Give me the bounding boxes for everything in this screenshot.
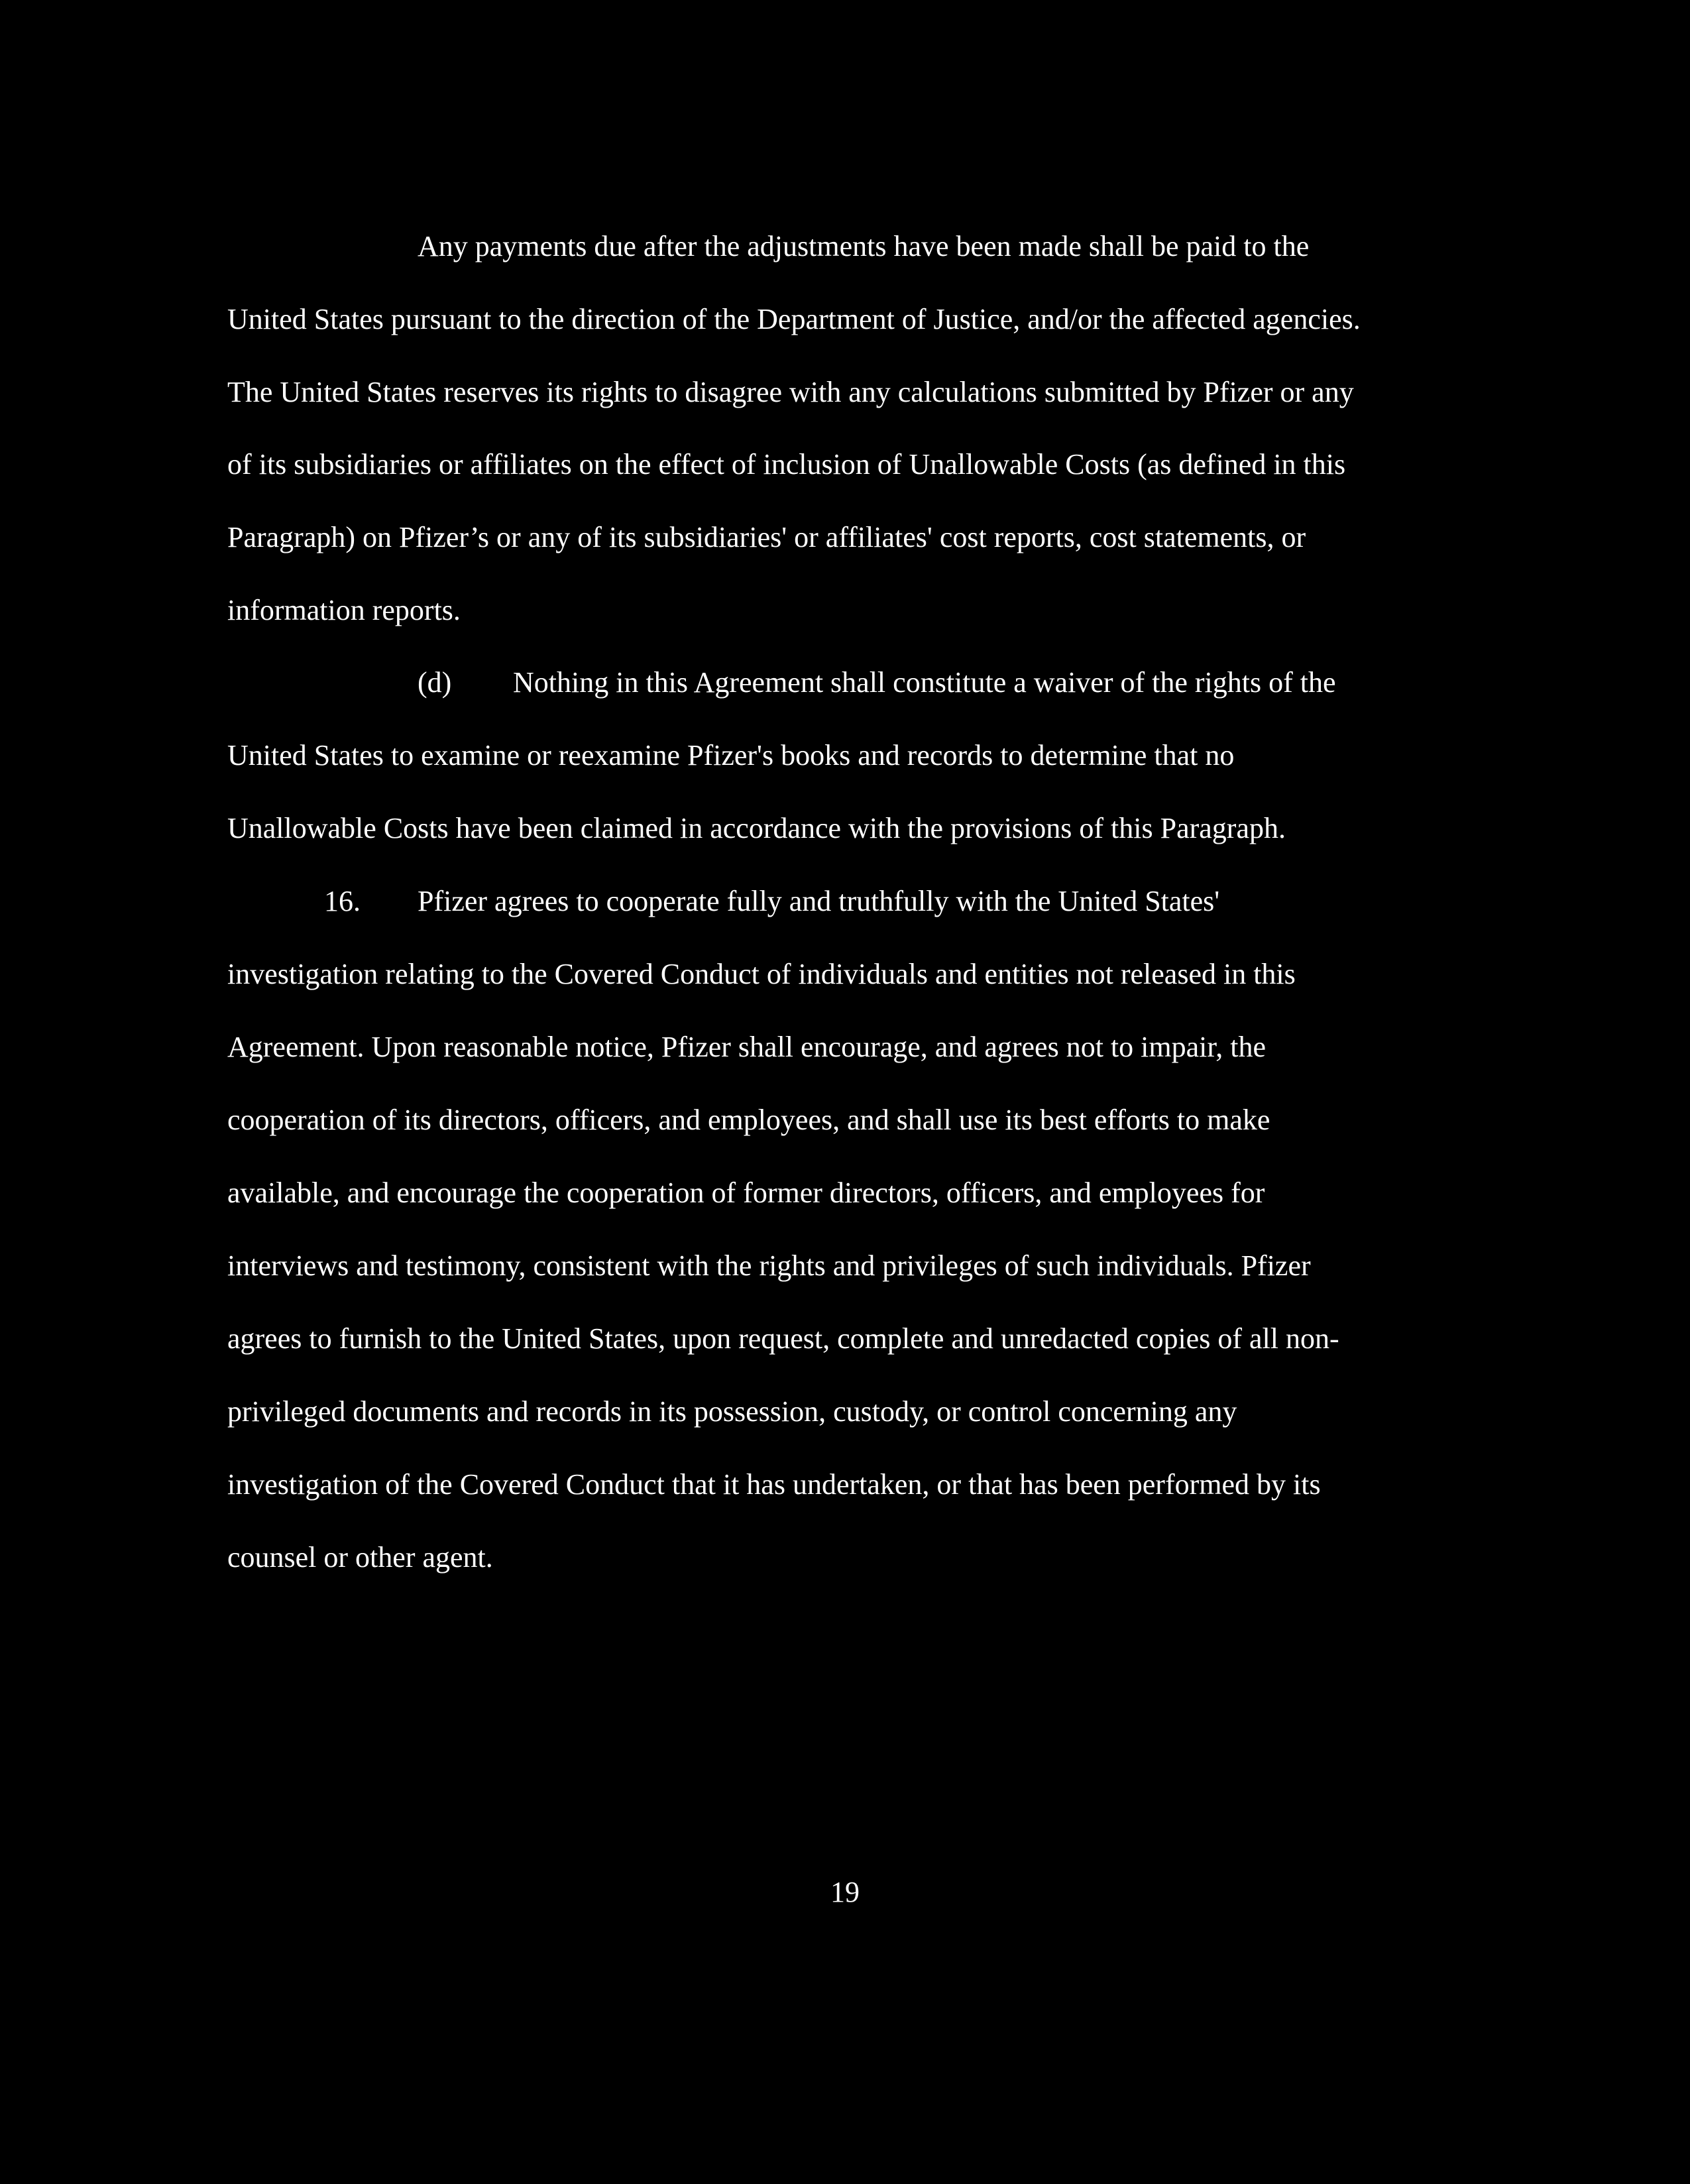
text-line: Agreement. Upon reasonable notice, Pfizer shall encourage, and agrees not to impair, the [227, 1031, 1266, 1063]
text-line: Pfizer agrees to cooperate fully and truthfully with the United States' [418, 885, 1220, 917]
text-line: counsel or other agent. [227, 1541, 493, 1574]
text-line: investigation relating to the Covered Conduct of individuals and entities not released in this [227, 958, 1296, 990]
subparagraph-label: (d) [418, 666, 452, 699]
text-line: investigation of the Covered Conduct that it has undertaken, or that has been performed by its [227, 1468, 1321, 1501]
text-line: available, and encourage the cooperation of former directors, officers, and employees for [227, 1177, 1265, 1209]
text-line: Nothing in this Agreement shall constitute a waiver of the rights of the [513, 666, 1336, 699]
text-line: Paragraph) on Pfizer’s or any of its subsidiaries' or affiliates' cost reports, cost statements, or [227, 521, 1306, 553]
page-number: 19 [830, 1876, 860, 1908]
text-line: privileged documents and records in its possession, custody, or control concerning any [227, 1395, 1237, 1428]
text-line: United States to examine or reexamine Pfizer's books and records to determine that no [227, 739, 1235, 772]
paragraph-number: 16. [324, 885, 361, 917]
text-line: Unallowable Costs have been claimed in accordance with the provisions of this Paragraph. [227, 812, 1286, 844]
text-line: Any payments due after the adjustments have been made shall be paid to the [418, 230, 1310, 262]
text-line: of its subsidiaries or affiliates on the effect of inclusion of Unallowable Costs (as defined in this [227, 448, 1346, 481]
text-line: United States pursuant to the direction of the Department of Justice, and/or the affected agencies. [227, 303, 1361, 335]
text-line: information reports. [227, 594, 461, 626]
text-line: The United States reserves its rights to disagree with any calculations submitted by Pfizer or any [227, 376, 1354, 408]
text-line: agrees to furnish to the United States, upon request, complete and unredacted copies of all non- [227, 1322, 1339, 1355]
text-line: interviews and testimony, consistent with the rights and privileges of such individuals. Pfizer [227, 1249, 1311, 1282]
text-line: cooperation of its directors, officers, and employees, and shall use its best efforts to make [227, 1104, 1270, 1136]
